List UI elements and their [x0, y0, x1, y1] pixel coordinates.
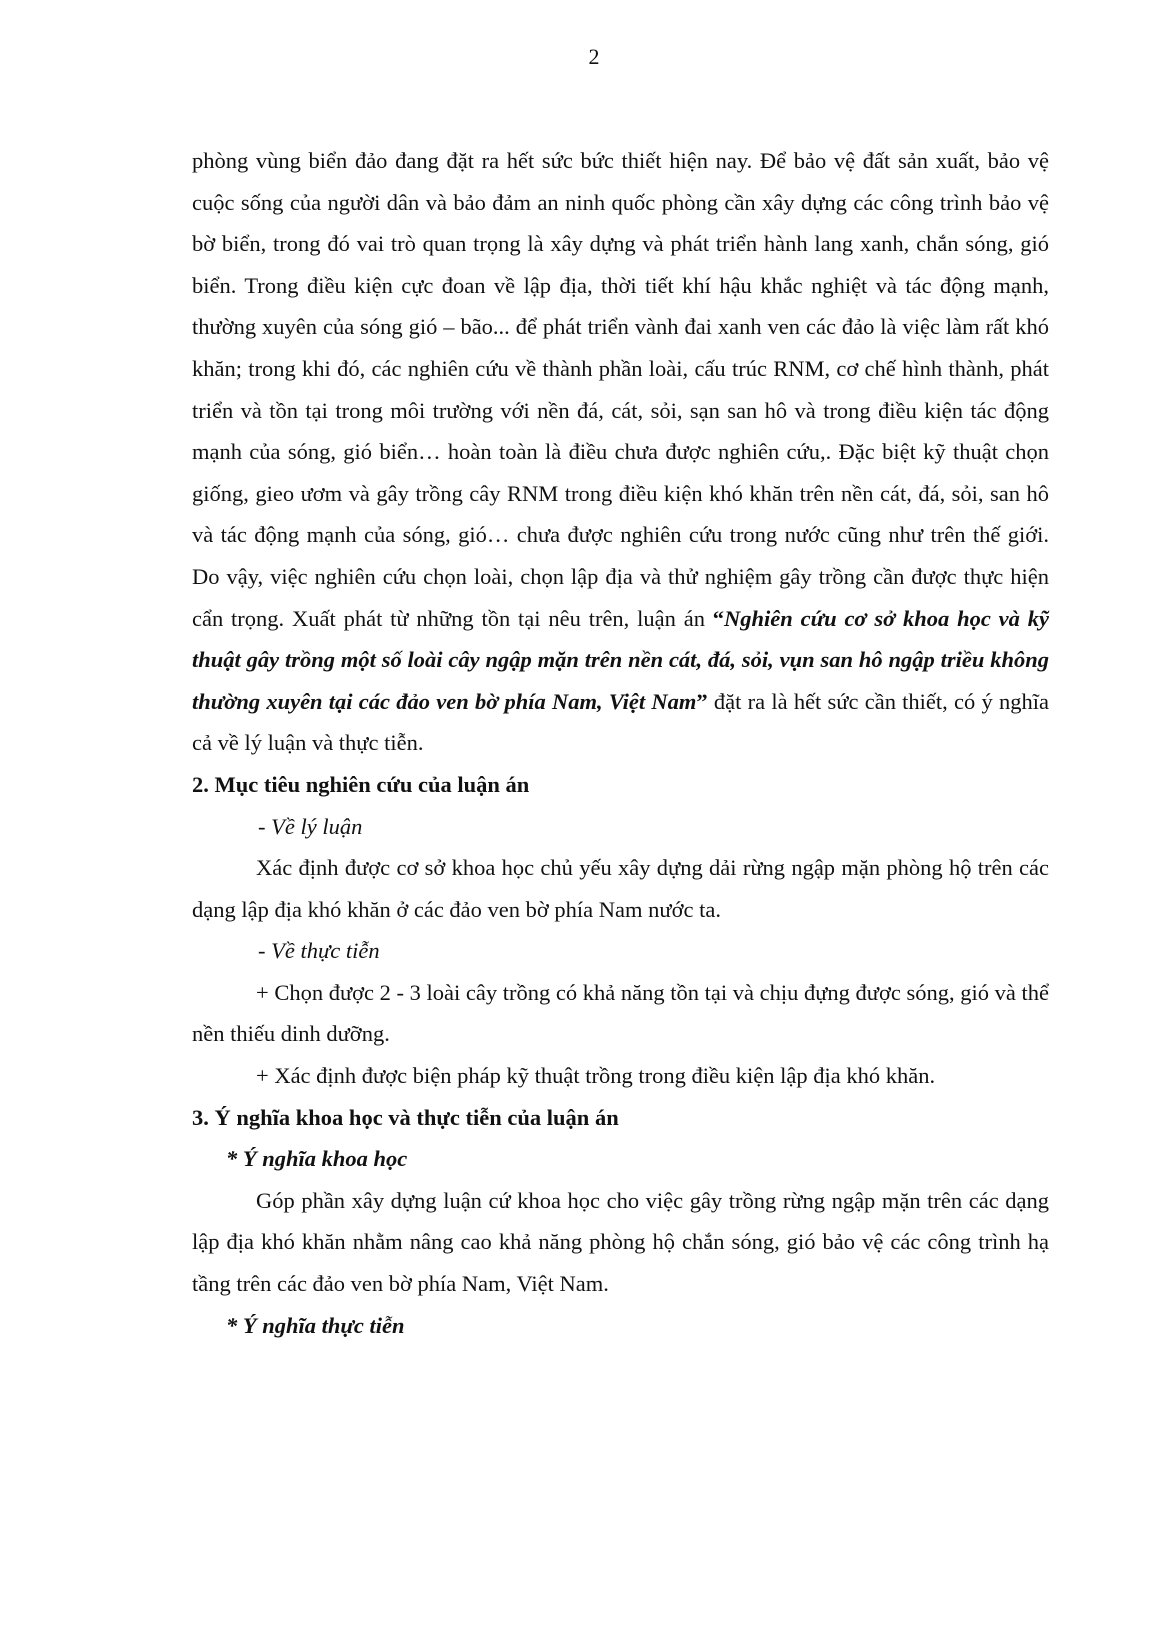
practice-item-1: + Chọn được 2 - 3 loài cây trồng có khả năng tồn tại và chịu đựng được sóng, gió và thể nền thiếu dinh dưỡng. — [192, 979, 1049, 1047]
thesis-title: Nghiên cứu cơ sở khoa học và kỹ thuật gây trồng một số loài cây ngập mặn trên nền cát, đá, sỏi, vụn san hô ngập triều không thường xuyên tại các đảo ven bờ phía Nam, Việt Nam — [192, 605, 1049, 714]
science-significance-text: Góp phần xây dựng luận cứ khoa học cho việc gây trồng rừng ngập mặn trên các dạng lập địa khó khăn nhằm nâng cao khả năng phòng hộ chắn sóng, gió bảo vệ các công trình hạ tầng trên các đảo ven bờ phía Nam, Việt Nam. — [192, 1187, 1049, 1297]
practice-label: - Về thực tiễn — [258, 938, 380, 964]
practice-item-2: + Xác định được biện pháp kỹ thuật trồng trong điều kiện lập địa khó khăn. — [256, 1063, 936, 1089]
title-close-quote: ” — [696, 688, 708, 714]
theory-label: - Về lý luận — [258, 813, 363, 839]
intro-text: phòng vùng biển đảo đang đặt ra hết sức bức thiết hiện nay. Để bảo vệ đất sản xuất, bảo vệ cuộc sống của người dân và bảo đảm an ninh quốc phòng cần xây dựng các công trình bảo vệ bờ biển, trong đó vai trò quan trọng là xây dựng và phát triển hành lang xanh, chắn sóng, gió biển. Trong điều kiện cực đoan về lập địa, thời tiết khí hậu khắc nghiệt và tác động mạnh, thường xuyên của sóng gió – bão... để phát triển vành đai xanh ven các đảo là việc làm rất khó khăn; trong khi đó, các nghiên cứu về thành phần loài, cấu trúc RNM, cơ chế hình thành, phát triển và tồn tại trong môi trường với nền đá, cát, sỏi, sạn san hô và trong điều kiện tác động mạnh của sóng, gió biển… hoàn toàn là điều chưa được nghiên cứu,. Đặc biệt kỹ thuật chọn giống, gieo ươm và gây trồng cây RNM trong điều kiện khó khăn trên nền cát, đá, sỏi, san hô và tác động mạnh của sóng, gió… chưa được nghiên cứu trong nước cũng như trên thế giới. Do vậy, việc nghiên cứu chọn loài, chọn lập địa và thử nghiệm gây trồng cần được thực hiện cẩn trọng. Xuất phát từ những tồn tại nêu trên, luận án — [192, 148, 1049, 631]
page-number: 2 — [588, 44, 600, 69]
science-significance-label: * Ý nghĩa khoa học — [226, 1146, 408, 1172]
intro-paragraph — [192, 140, 1049, 764]
title-open-quote: “ — [712, 605, 725, 631]
practical-significance-label: * Ý nghĩa thực tiễn — [226, 1312, 405, 1338]
theory-text: Xác định được cơ sở khoa học chủ yếu xây dựng dải rừng ngập mặn phòng hộ trên các dạng lập địa khó khăn ở các đảo ven bờ phía Nam nước ta. — [192, 855, 1049, 922]
intro-conclusion: đặt ra là hết sức cần thiết, có ý nghĩa cả về lý luận và thực tiễn. — [192, 688, 1049, 756]
section-3-heading: 3. Ý nghĩa khoa học và thực tiễn của luận án — [192, 1104, 619, 1130]
page-content — [192, 140, 1049, 1346]
section-2-heading: 2. Mục tiêu nghiên cứu của luận án — [192, 771, 530, 797]
